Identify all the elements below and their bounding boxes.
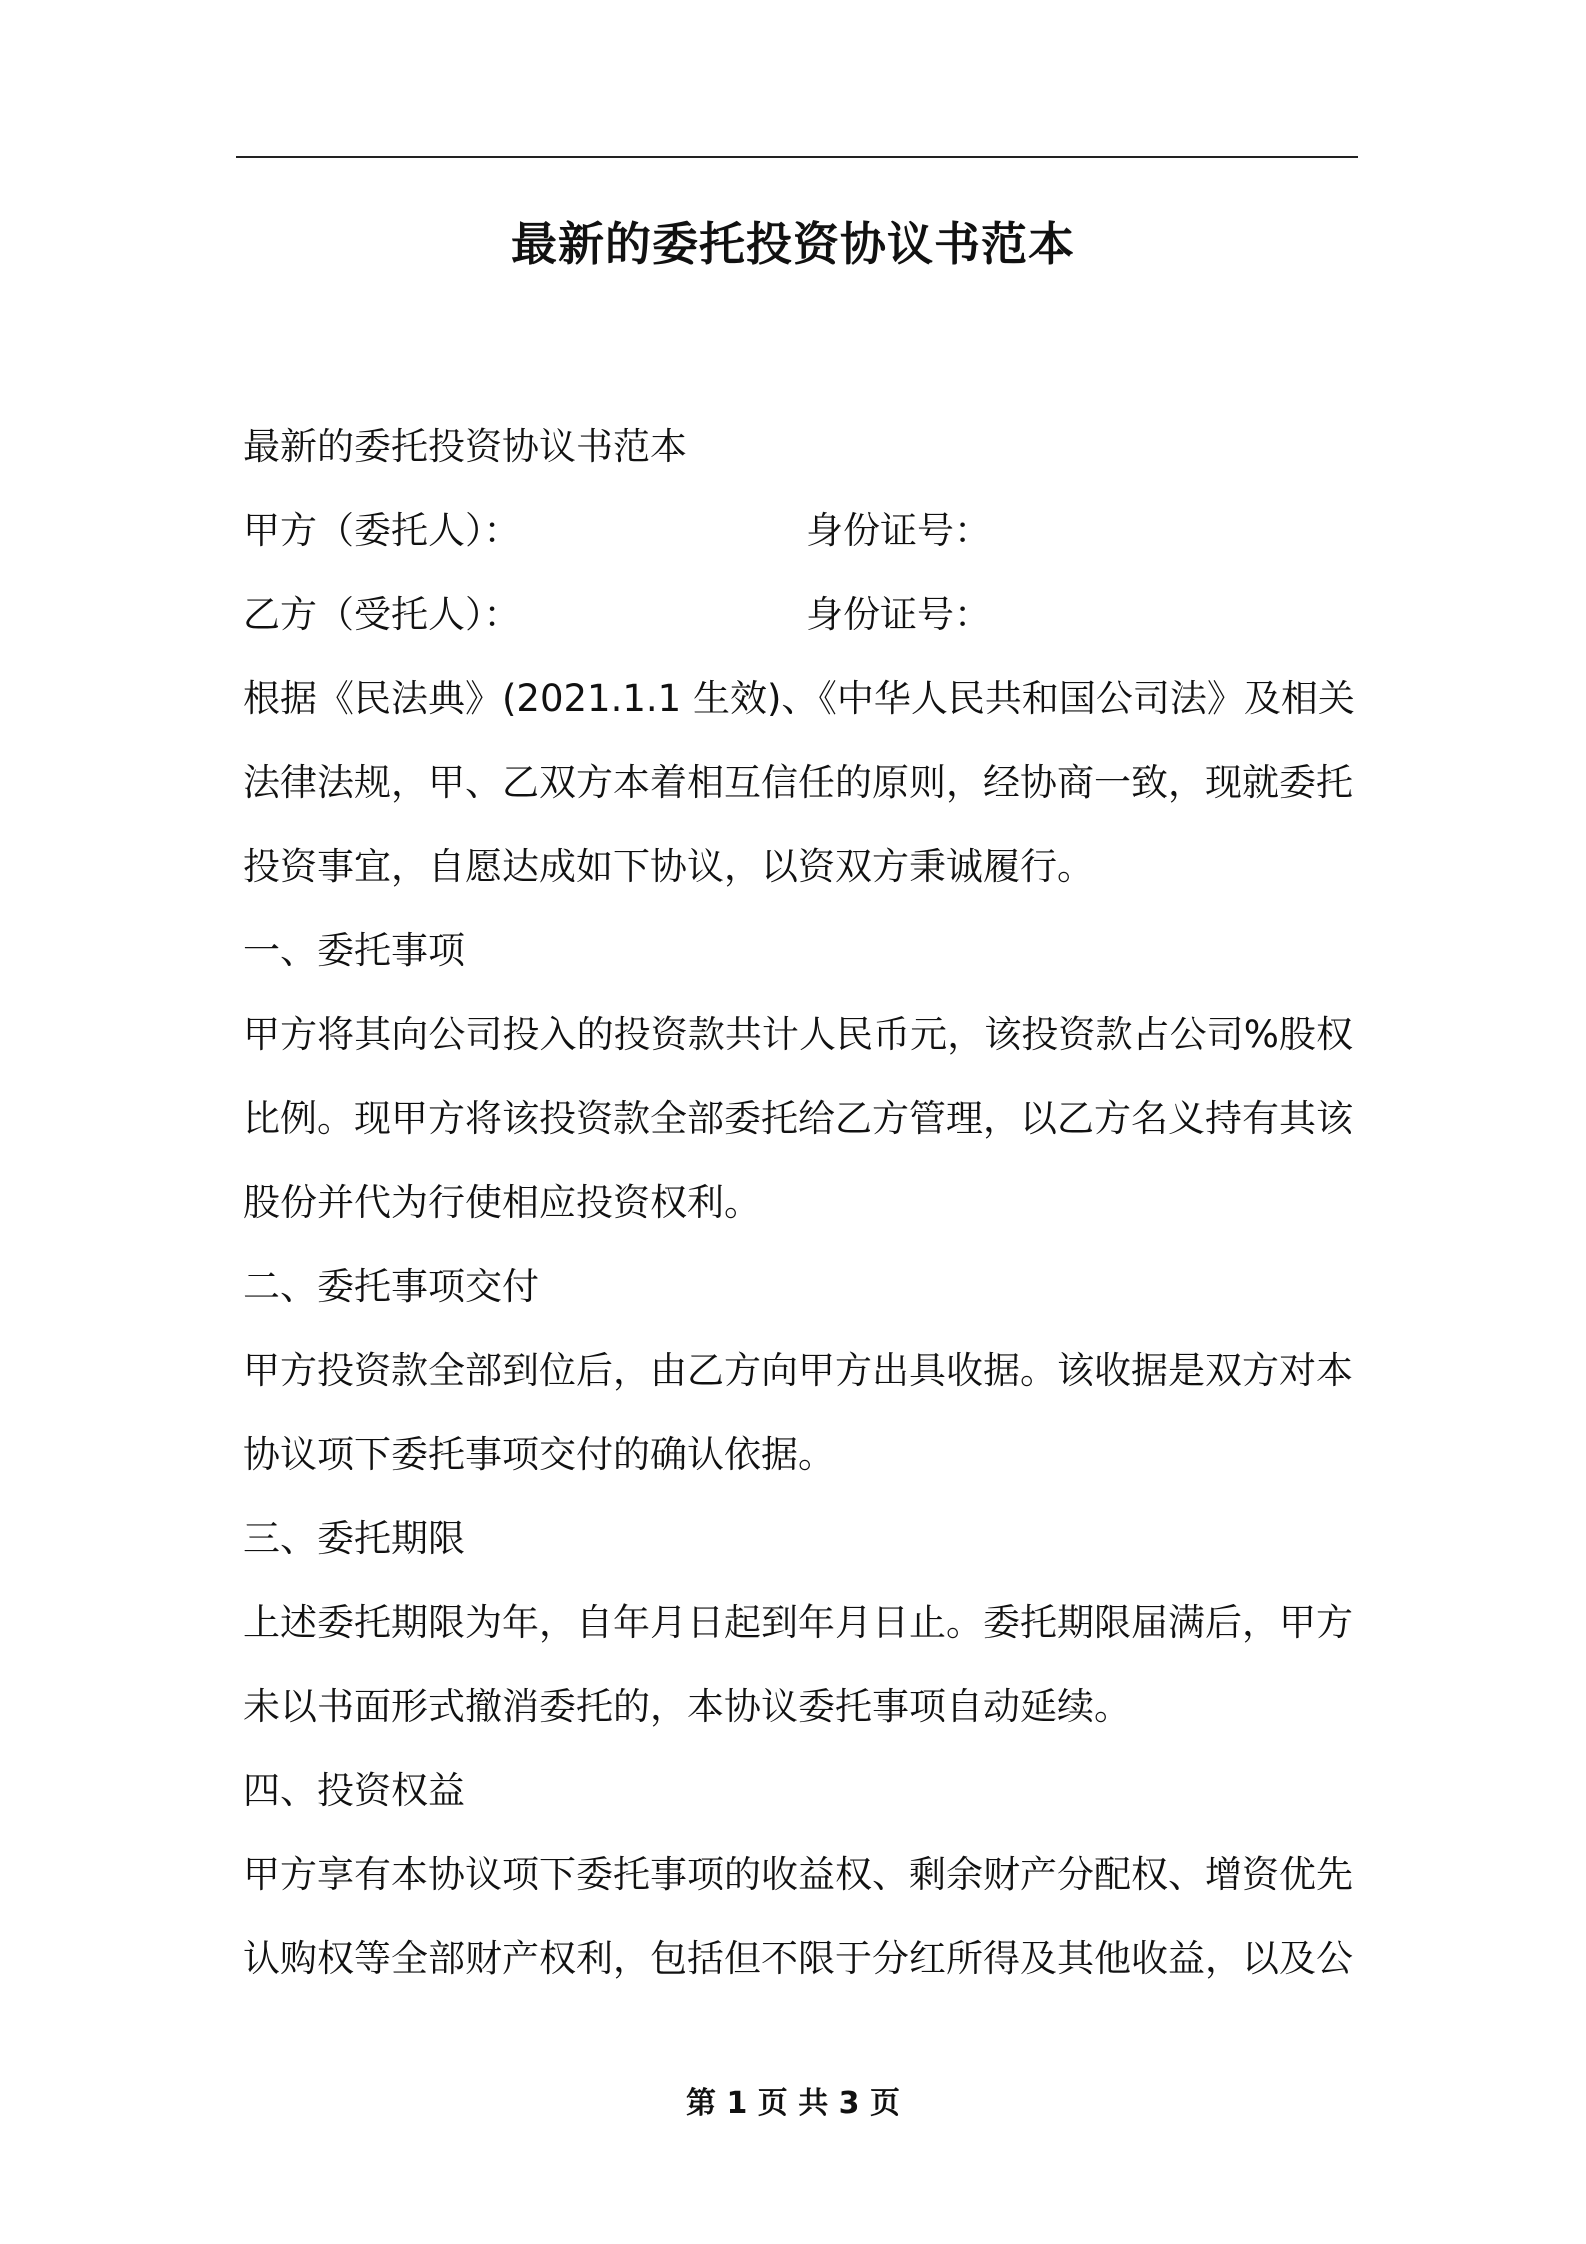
page-number: 第 1 页 共 3 页 xyxy=(686,2086,900,2121)
document-title: 最新的委托投资协议书范本 xyxy=(511,217,1075,271)
section-line: 甲方投资款全部到位后，由乙方向甲方出具收据。该收据是双方对本 xyxy=(243,1349,1353,1392)
section-line: 甲方享有本协议项下委托事项的收益权、剩余财产分配权、增资优先 xyxy=(243,1853,1353,1896)
header-rule xyxy=(236,156,1358,158)
section-line: 甲方将其向公司投入的投资款共计人民币元，该投资款占公司%股权 xyxy=(243,1013,1353,1056)
section-line: 股份并代为行使相应投资权利。 xyxy=(243,1181,761,1224)
section-heading: 一、委托事项 xyxy=(243,929,465,972)
party-a-id-label: 身份证号： xyxy=(806,509,991,552)
section-heading: 二、委托事项交付 xyxy=(243,1265,539,1308)
section-heading: 四、投资权益 xyxy=(243,1769,465,1812)
party-a-row xyxy=(243,489,1353,573)
section-heading: 三、委托期限 xyxy=(243,1517,465,1560)
subtitle: 最新的委托投资协议书范本 xyxy=(243,425,687,468)
section-line: 协议项下委托事项交付的确认依据。 xyxy=(243,1433,835,1476)
intro-line: 法律法规，甲、乙双方本着相互信任的原则，经协商一致，现就委托 xyxy=(243,761,1353,804)
section-line: 上述委托期限为年，自年月日起到年月日止。委托期限届满后，甲方 xyxy=(243,1601,1353,1644)
document-body xyxy=(243,405,1353,2001)
party-b-row xyxy=(243,573,1353,657)
party-a-label: 甲方（委托人）： xyxy=(243,509,521,552)
party-b-id-label: 身份证号： xyxy=(806,593,991,636)
section-line: 认购权等全部财产权利，包括但不限于分红所得及其他收益，以及公 xyxy=(243,1937,1353,1980)
section-line: 比例。现甲方将该投资款全部委托给乙方管理，以乙方名义持有其该 xyxy=(243,1097,1353,1140)
section-line: 未以书面形式撤消委托的，本协议委托事项自动延续。 xyxy=(243,1685,1131,1728)
intro-line: 投资事宜，自愿达成如下协议，以资双方秉诚履行。 xyxy=(243,845,1094,888)
party-b-label: 乙方（受托人）： xyxy=(243,593,521,636)
intro-line: 根据《民法典》(2021.1.1 生效)、《中华人民共和国公司法》及相关 xyxy=(243,677,1355,720)
